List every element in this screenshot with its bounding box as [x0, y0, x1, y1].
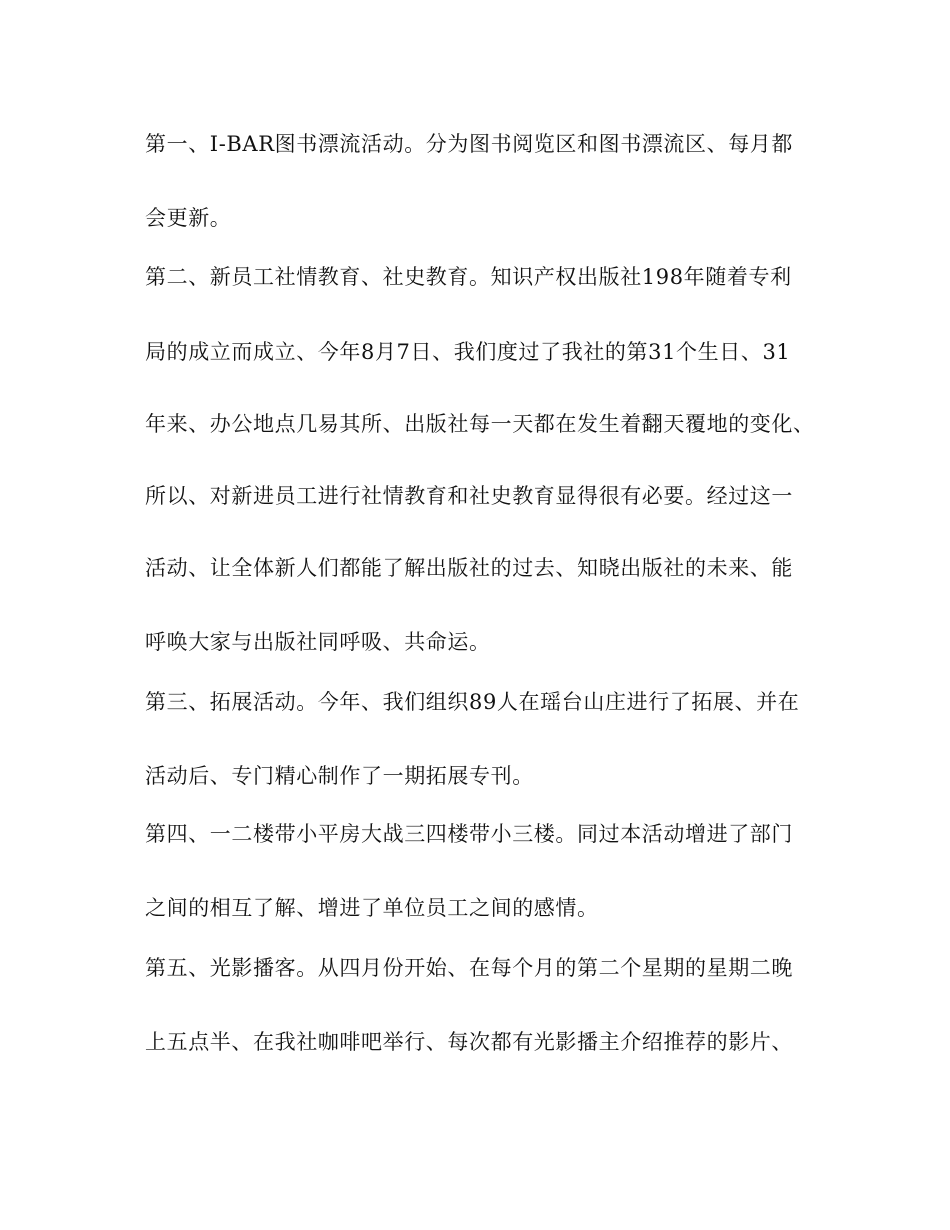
- paragraph-5-line-1: 第五、光影播客。从四月份开始、在每个月的第二个星期的星期二晚: [145, 956, 793, 980]
- paragraph-2-line-3: 年来、办公地点几易其所、出版社每一天都在发生着翻天覆地的变化、: [145, 412, 815, 436]
- paragraph-5-line-2: 上五点半、在我社咖啡吧举行、每次都有光影播主介绍推荐的影片、: [145, 1030, 793, 1054]
- paragraph-2-line-4: 所以、对新进员工进行社情教育和社史教育显得很有必要。经过这一: [145, 484, 793, 508]
- paragraph-3-line-1: 第三、拓展活动。今年、我们组织89人在瑶台山庄进行了拓展、并在: [145, 690, 800, 714]
- paragraph-2-line-2: 局的成立而成立、今年8月7日、我们度过了我社的第31个生日、31: [145, 340, 791, 364]
- paragraph-1-line-2: 会更新。: [145, 206, 232, 230]
- paragraph-2-line-6: 呼唤大家与出版社同呼吸、共命运。: [145, 630, 491, 654]
- paragraph-4-line-1: 第四、一二楼带小平房大战三四楼带小三楼。同过本活动增进了部门: [145, 822, 793, 846]
- paragraph-1-line-1: 第一、I-BAR图书漂流活动。分为图书阅览区和图书漂流区、每月都: [145, 132, 793, 156]
- paragraph-4-line-2: 之间的相互了解、增进了单位员工之间的感情。: [145, 896, 599, 920]
- paragraph-2-line-5: 活动、让全体新人们都能了解出版社的过去、知晓出版社的未来、能: [145, 556, 793, 580]
- paragraph-2-line-1: 第二、新员工社情教育、社史教育。知识产权出版社198年随着专利: [145, 265, 792, 289]
- paragraph-3-line-2: 活动后、专门精心制作了一期拓展专刊。: [145, 764, 534, 788]
